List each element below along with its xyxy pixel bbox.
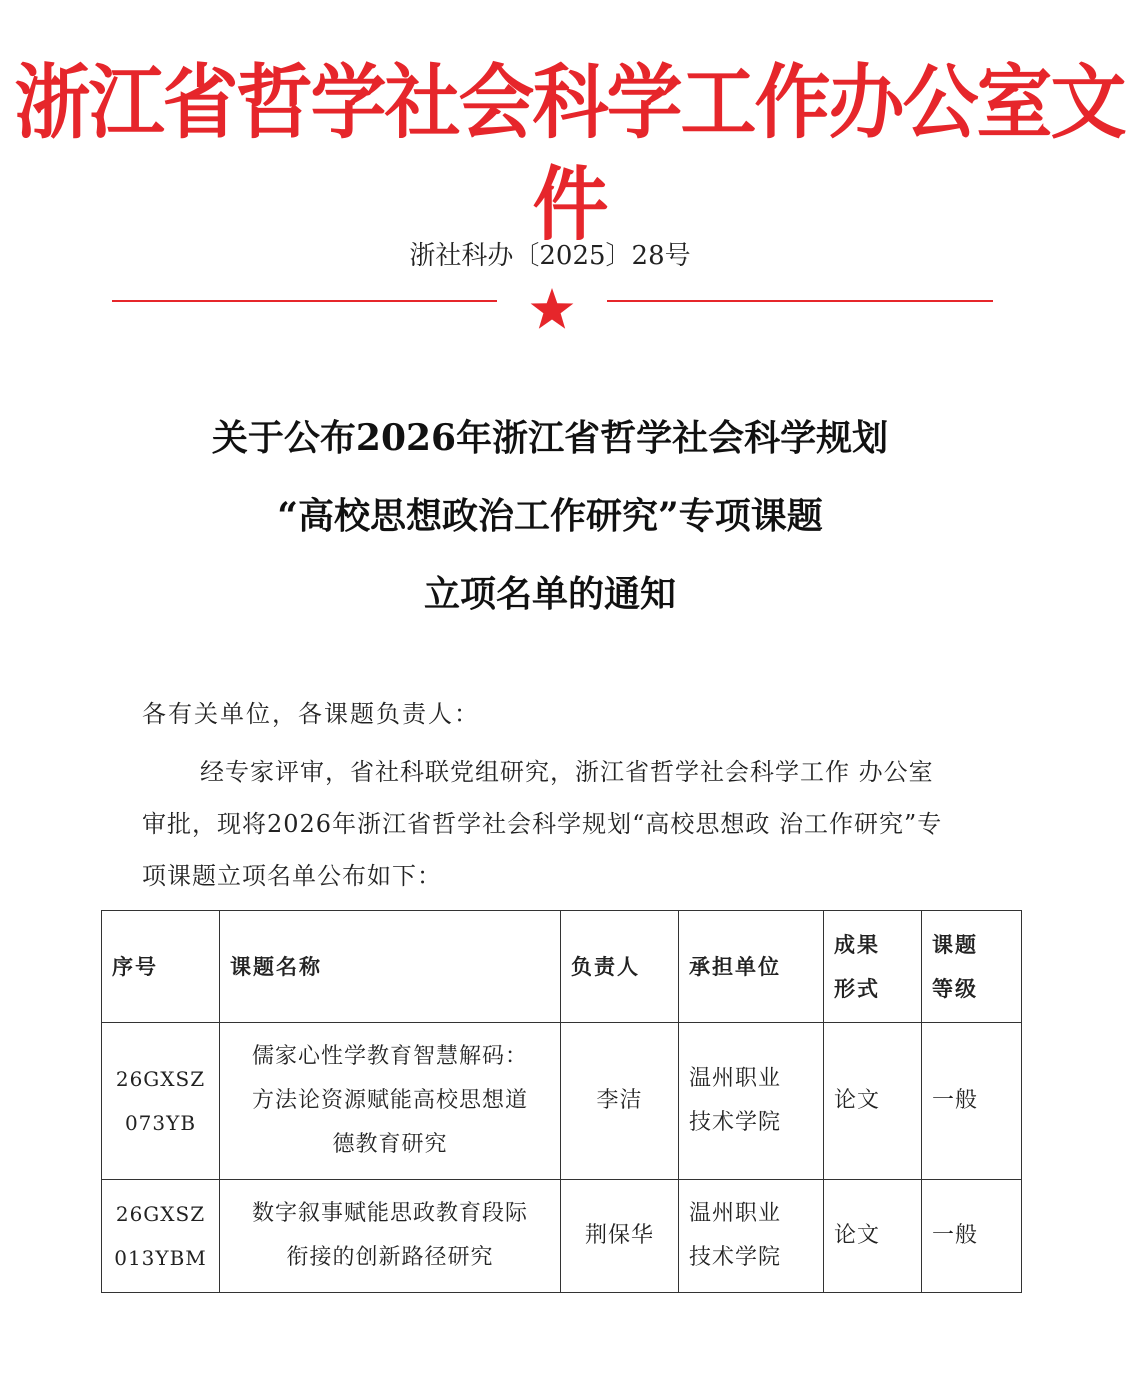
cell-title xyxy=(220,1023,561,1180)
cell-title-line: 衔接的创新路径研究 xyxy=(286,1245,494,1270)
cell-form: 论文 xyxy=(824,1023,922,1180)
cell-title-line: 方法论资源赋能高校思想道 xyxy=(251,1088,528,1113)
cell-person: 李洁 xyxy=(561,1023,679,1180)
cell-person: 荆保华 xyxy=(561,1180,679,1293)
cell-unit-line: 技术学院 xyxy=(689,1110,782,1135)
cell-code xyxy=(102,1180,220,1293)
cell-title-line: 数字叙事赋能思政教育段际 xyxy=(251,1201,528,1226)
body-paragraph-line-2: 审批，现将2026年浙江省哲学社会科学规划“高校思想政 治工作研究”专 xyxy=(142,810,943,838)
header-unit: 承担单位 xyxy=(679,911,824,1023)
notice-title-line-3: 立项名单的通知 xyxy=(423,573,676,615)
document-header-title: 浙江省哲学社会科学工作办公室文件 xyxy=(14,55,1125,252)
notice-title-line-1: 关于公布2026年浙江省哲学社会科学规划 xyxy=(211,417,889,459)
body-paragraph-line-1: 经专家评审，省社科联党组研究，浙江省哲学社会科学工作 办公室 xyxy=(200,758,934,786)
header-code: 序号 xyxy=(102,911,220,1023)
header-person: 负责人 xyxy=(561,911,679,1023)
header-level xyxy=(922,911,1022,1023)
red-star-icon xyxy=(529,286,575,332)
cell-title-line: 儒家心性学教育智慧解码： xyxy=(251,1044,528,1069)
cell-code-line: 013YBM xyxy=(114,1246,207,1270)
cell-level: 一般 xyxy=(922,1180,1022,1293)
project-list-table xyxy=(101,910,1022,1293)
header-form xyxy=(824,911,922,1023)
red-divider-left xyxy=(112,300,497,302)
cell-title xyxy=(220,1180,561,1293)
cell-code-line: 26GXSZ xyxy=(115,1202,206,1226)
notice-title-line-2: “高校思想政治工作研究”专项课题 xyxy=(277,495,823,537)
red-divider-right xyxy=(607,300,993,302)
cell-unit xyxy=(679,1023,824,1180)
header-title: 课题名称 xyxy=(220,911,561,1023)
salutation: 各有关单位，各课题负责人： xyxy=(142,700,480,728)
table-row xyxy=(102,1023,1022,1180)
cell-code-line: 26GXSZ xyxy=(115,1067,206,1091)
cell-unit xyxy=(679,1180,824,1293)
cell-unit-line: 温州职业 xyxy=(689,1066,782,1091)
document-number: 浙社科办〔2025〕28号 xyxy=(409,241,691,271)
cell-unit-line: 技术学院 xyxy=(689,1245,782,1270)
header-form-line: 成果 xyxy=(834,932,880,957)
cell-code-line: 073YB xyxy=(124,1111,197,1135)
table-row xyxy=(102,1180,1022,1293)
cell-level: 一般 xyxy=(922,1023,1022,1180)
body-paragraph-line-3: 项课题立项名单公布如下： xyxy=(142,862,442,890)
header-form-line: 形式 xyxy=(834,976,880,1001)
cell-code xyxy=(102,1023,220,1180)
cell-unit-line: 温州职业 xyxy=(689,1201,782,1226)
header-level-line: 课题 xyxy=(932,932,978,957)
cell-form: 论文 xyxy=(824,1180,922,1293)
header-level-line: 等级 xyxy=(932,976,978,1001)
table-header-row xyxy=(102,911,1022,1023)
cell-title-line: 德教育研究 xyxy=(332,1132,448,1157)
